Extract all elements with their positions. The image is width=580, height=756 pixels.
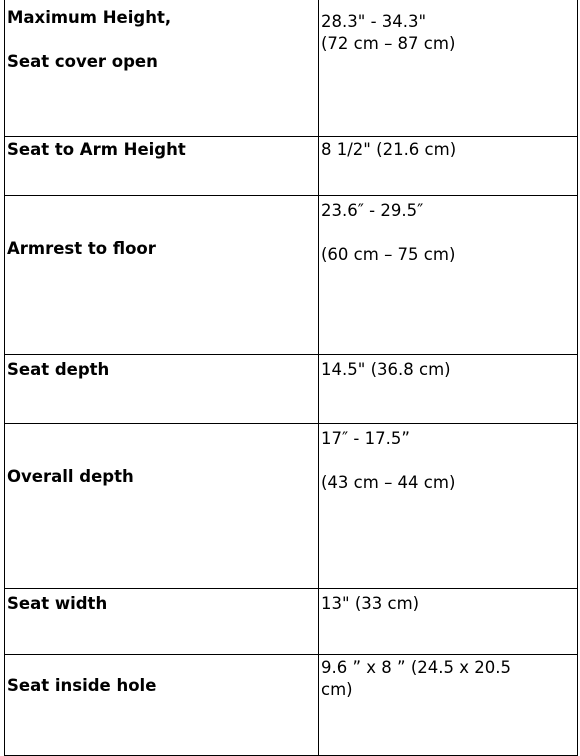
- row-value-overall-depth: 17″ - 17.5ˮ (43 cm – 44 cm): [319, 424, 578, 589]
- table-row: [5, 137, 578, 196]
- row-label-seat-depth: Seat depth: [5, 355, 319, 424]
- row-label-seat-width: Seat width: [5, 589, 319, 655]
- row-label-maximum-height: Maximum Height, Seat cover open: [5, 0, 319, 137]
- table-row: [5, 589, 578, 655]
- row-value-maximum-height: 28.3" - 34.3" (72 cm – 87 cm): [319, 0, 578, 137]
- specifications-table: [4, 0, 578, 756]
- row-label-overall-depth: Overall depth: [5, 424, 319, 589]
- table-row: [5, 655, 578, 756]
- row-label-armrest-to-floor: Armrest to floor: [5, 196, 319, 355]
- table-row: [5, 424, 578, 589]
- row-value-seat-to-arm-height: 8 1/2" (21.6 cm): [319, 137, 578, 196]
- table-row: [5, 355, 578, 424]
- row-value-seat-width: 13" (33 cm): [319, 589, 578, 655]
- row-value-armrest-to-floor: 23.6″ - 29.5″ (60 cm – 75 cm): [319, 196, 578, 355]
- row-value-seat-inside-hole: 9.6 ˮ x 8 ˮ (24.5 x 20.5 cm): [319, 655, 578, 756]
- table-row: [5, 0, 578, 137]
- row-label-seat-inside-hole: Seat inside hole: [5, 655, 319, 756]
- table-row: [5, 196, 578, 355]
- row-value-seat-depth: 14.5" (36.8 cm): [319, 355, 578, 424]
- row-label-seat-to-arm-height: Seat to Arm Height: [5, 137, 319, 196]
